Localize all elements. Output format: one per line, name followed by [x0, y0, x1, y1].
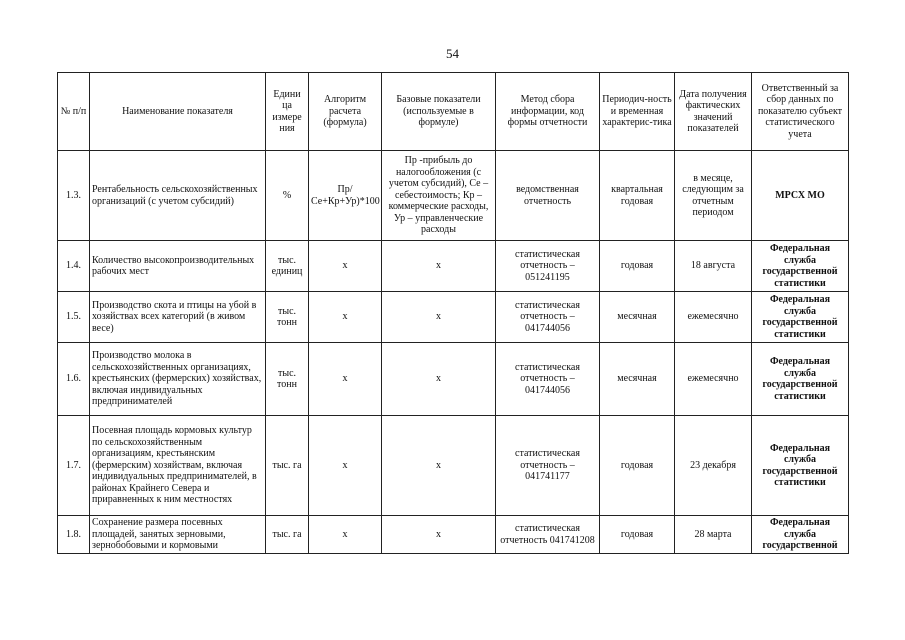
row-base: х — [382, 516, 496, 554]
row-name: Производство молока в сельскохозяйственных организациях, крестьянских (фермерских) хозяйствах, включая индивидуальных предпринимателей — [90, 343, 266, 416]
row-unit: тыс. га — [266, 516, 309, 554]
header-period: Периодич-ность и временная характерис-тика — [600, 73, 675, 151]
row-base: Пр -прибыль до налогообложения (с учетом субсидий), Се – себестоимость; Кр – коммерческие расходы, Ур – управленческие расходы — [382, 151, 496, 241]
row-unit: тыс. тонн — [266, 343, 309, 416]
row-resp: Федеральная служба государственной статистики — [752, 241, 849, 292]
header-date: Дата получения фактических значений показателей — [675, 73, 752, 151]
row-name: Сохранение размера посевных площадей, занятых зерновыми, зернобобовыми и кормовыми — [90, 516, 266, 554]
table-row — [58, 241, 849, 292]
row-base: х — [382, 343, 496, 416]
table-row — [58, 516, 849, 554]
row-num: 1.8. — [58, 516, 90, 554]
row-method: статистическая отчетность – 051241195 — [496, 241, 600, 292]
row-unit: тыс. тонн — [266, 292, 309, 343]
row-formula: х — [309, 343, 382, 416]
row-period: годовая — [600, 516, 675, 554]
row-resp: Федеральная служба государственной статистики — [752, 292, 849, 343]
row-method: статистическая отчетность – 041744056 — [496, 292, 600, 343]
row-method: статистическая отчетность 041741208 — [496, 516, 600, 554]
row-period: годовая — [600, 241, 675, 292]
row-num: 1.5. — [58, 292, 90, 343]
row-base: х — [382, 241, 496, 292]
row-period: годовая — [600, 416, 675, 516]
row-method: статистическая отчетность – 041744056 — [496, 343, 600, 416]
row-name: Количество высокопроизводительных рабочих мест — [90, 241, 266, 292]
row-resp: МРСХ МО — [752, 151, 849, 241]
row-num: 1.4. — [58, 241, 90, 292]
row-name: Рентабельность сельскохозяйственных организаций (с учетом субсидий) — [90, 151, 266, 241]
row-date: 28 марта — [675, 516, 752, 554]
row-base: х — [382, 292, 496, 343]
header-formula: Алгоритм расчета (формула) — [309, 73, 382, 151]
row-formula: х — [309, 516, 382, 554]
row-base: х — [382, 416, 496, 516]
header-method: Метод сбора информации, код формы отчетности — [496, 73, 600, 151]
header-name: Наименование показателя — [90, 73, 266, 151]
table-row — [58, 416, 849, 516]
row-period: месячная — [600, 292, 675, 343]
row-name: Посевная площадь кормовых культур по сельскохозяйственным организациям, крестьянским (фермерским) хозяйствам, включая индивидуальных предпринимателей, в районах Крайнего Севера и приравненных к ним местностях — [90, 416, 266, 516]
row-date: 23 декабря — [675, 416, 752, 516]
row-period: месячная — [600, 343, 675, 416]
table-header-row — [58, 73, 849, 151]
table-row — [58, 292, 849, 343]
header-resp: Ответственный за сбор данных по показателю субъект статистического учета — [752, 73, 849, 151]
row-resp: Федеральная служба государственной статистики — [752, 343, 849, 416]
row-formula: х — [309, 292, 382, 343]
header-base: Базовые показатели (используемые в формуле) — [382, 73, 496, 151]
row-date: 18 августа — [675, 241, 752, 292]
row-num: 1.3. — [58, 151, 90, 241]
row-formula: х — [309, 241, 382, 292]
row-formula: х — [309, 416, 382, 516]
row-date: ежемесячно — [675, 343, 752, 416]
page-number: 54 — [446, 46, 459, 61]
row-date: ежемесячно — [675, 292, 752, 343]
row-name: Производство скота и птицы на убой в хозяйствах всех категорий (в живом весе) — [90, 292, 266, 343]
row-num: 1.6. — [58, 343, 90, 416]
row-method: статистическая отчетность – 041741177 — [496, 416, 600, 516]
row-date: в месяце, следующим за отчетным периодом — [675, 151, 752, 241]
row-unit: % — [266, 151, 309, 241]
header-unit: Едини ца измере ния — [266, 73, 309, 151]
row-formula: Пр/Се+Кр+Ур)*100 — [309, 151, 382, 241]
row-num: 1.7. — [58, 416, 90, 516]
header-num: № п/п — [58, 73, 90, 151]
table-row — [58, 151, 849, 241]
row-method: ведомственная отчетность — [496, 151, 600, 241]
row-period: квартальная годовая — [600, 151, 675, 241]
row-resp: Федеральная служба государственной — [752, 516, 849, 554]
row-unit: тыс. единиц — [266, 241, 309, 292]
row-resp: Федеральная служба государственной статистики — [752, 416, 849, 516]
row-unit: тыс. га — [266, 416, 309, 516]
table-row — [58, 343, 849, 416]
indicators-table — [57, 72, 849, 554]
